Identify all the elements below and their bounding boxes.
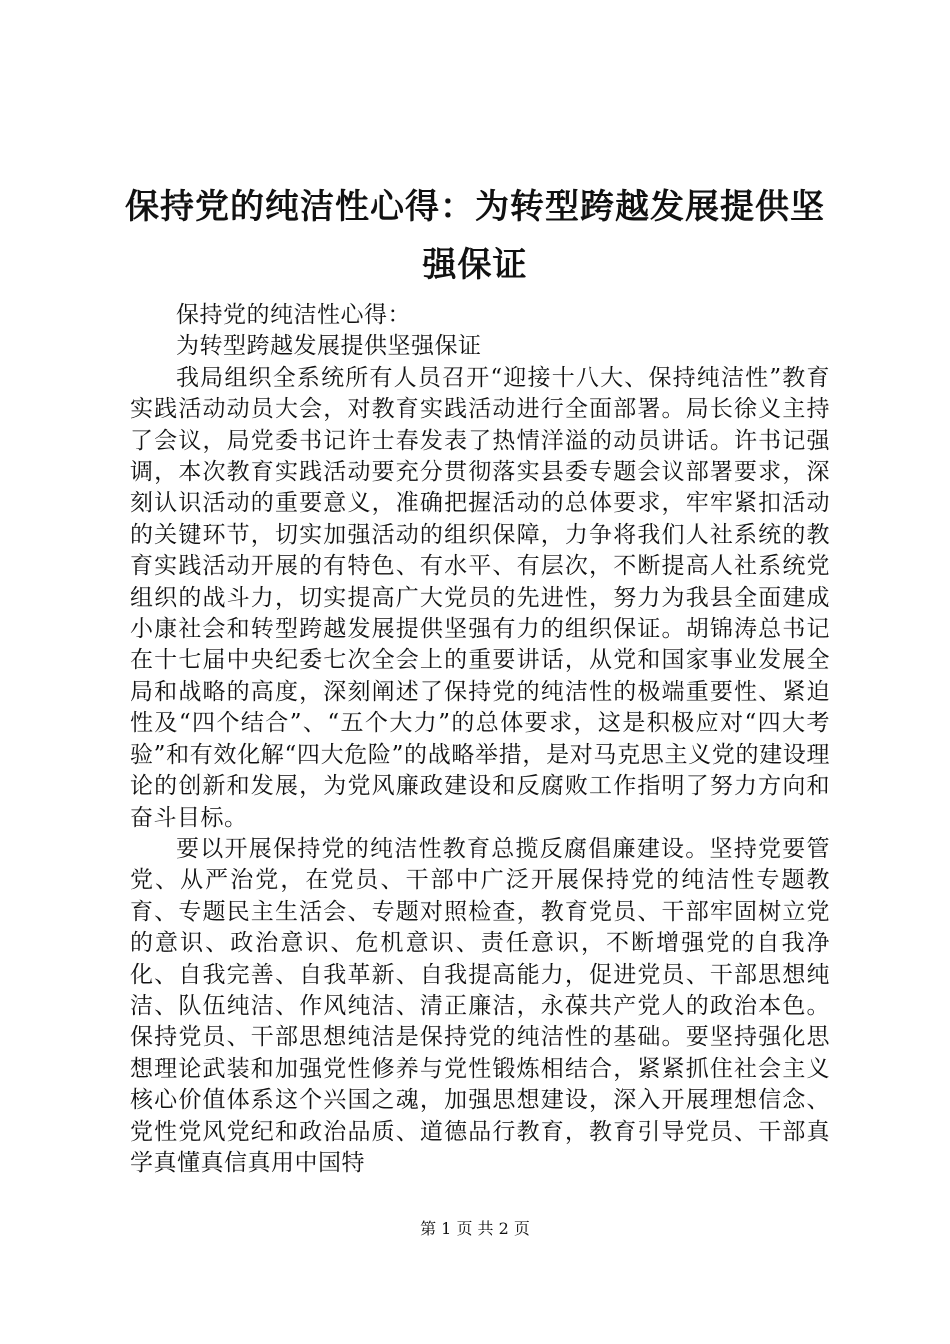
document-title: 保持党的纯洁性心得：为转型跨越发展提供坚强保证 [125, 187, 825, 285]
page-number-footer: 第 1 页 共 2 页 [420, 1219, 530, 1238]
paragraph-subtitle-2: 为转型跨越发展提供坚强保证 [176, 333, 482, 360]
paragraph-body-1: 我局组织全系统所有人员召开“迎接十八大、保持纯洁性”教育实践活动动员大会，对教育实践活动进行全面部署。局长徐义主持了会议，局党委书记许士春发表了热情洋溢的动员讲话。许书记强调，本次教育实践活动要充分贯彻落实县委专题会议部署要求，深刻认识活动的重要意义，准确把握活动的总体要求，牢牢紧扣活动的关键环节，切实加强活动的组织保障，力争将我们人社系统的教育实践活动开展的有特色、有水平、有层次，不断提高人社系统党组织的战斗力，切实提高广大党员的先进性，努力为我县全面建成小康社会和转型跨越发展提供坚强有力的组织保证。胡锦涛总书记在十七届中央纪委七次全会上的重要讲话，从党和国家事业发展全局和战略的高度，深刻阐述了保持党的纯洁性的极端重要性、紧迫性及“四个结合”、“五个大力”的总体要求，这是积极应对“四大考验”和有效化解“四大危险”的战略举措，是对马克思主义党的建设理论的创新和发展，为党风廉政建设和反腐败工作指明了努力方向和奋斗目标。 [130, 364, 830, 831]
paragraph-subtitle-1: 保持党的纯洁性心得： [176, 302, 411, 328]
paragraph-body-2: 要以开展保持党的纯洁性教育总揽反腐倡廉建设。坚持党要管党、从严治党，在党员、干部中广泛开展保持党的纯洁性专题教育、专题民主生活会、专题对照检查，教育党员、干部牢固树立党的意识、政治意识、危机意识、责任意识，不断增强党的自我净化、自我完善、自我革新、自我提高能力，促进党员、干部思想纯洁、队伍纯洁、作风纯洁、清正廉洁，永葆共产党人的政治本色。保持党员、干部思想纯洁是保持党的纯洁性的基础。要坚持强化思想理论武装和加强党性修养与党性锻炼相结合，紧紧抓住社会主义核心价值体系这个兴国之魂，加强思想建设，深入开展理想信念、党性党风党纪和政治品质、道德品行教育，教育引导党员、干部真学真懂真信真用中国特 [130, 835, 830, 1176]
document-body [130, 300, 830, 1179]
